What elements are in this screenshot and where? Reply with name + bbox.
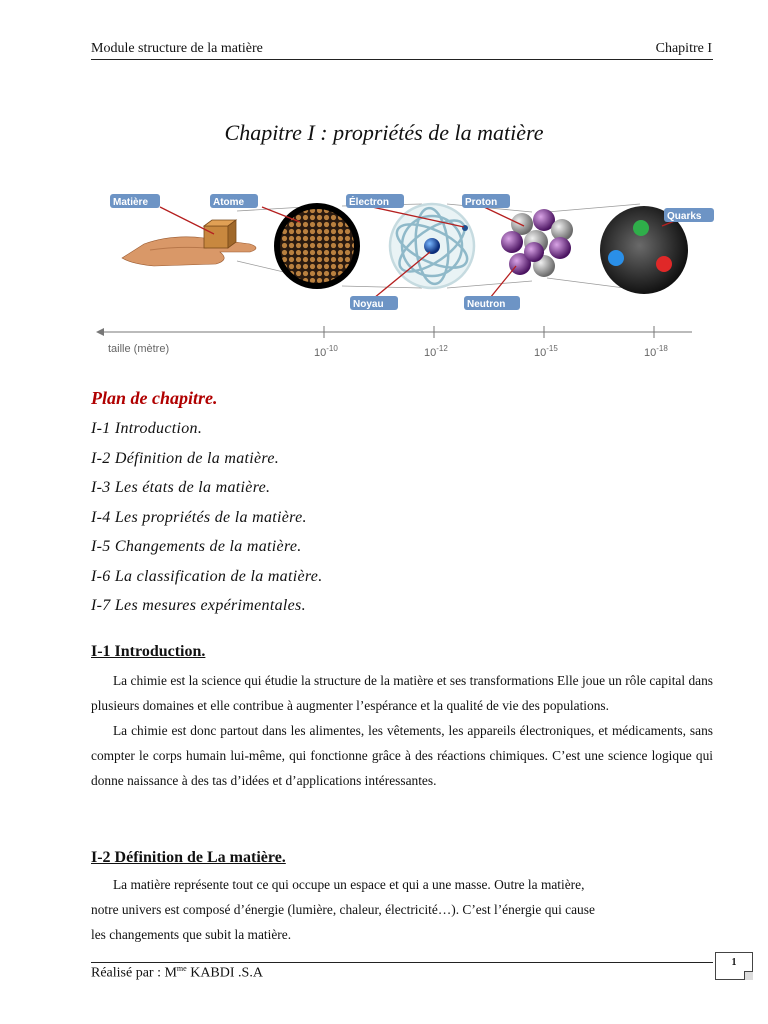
plan-item: I-4 Les propriétés de la matière. — [91, 509, 307, 526]
plan-item: I-3 Les états de la matière. — [91, 479, 271, 496]
intro-paragraph-2: La chimie est donc partout dans les alimentes, les vêtements, les appareils électroniques, et médicaments, sans compter le corps humain lui-même, qui fonctionne grâce à des réactions chimiques. C’est une science logique qui donne naissance à des tas d’idées et d’applications intéressantes. — [91, 723, 713, 788]
electron-dot — [462, 225, 468, 231]
plan-title: Plan de chapitre. — [91, 388, 218, 408]
plan-item: I-2 Définition de la matière. — [91, 450, 280, 467]
page-number: 1 — [715, 952, 753, 980]
header-rule — [91, 59, 713, 60]
definition-line-3: les changements que subit la matière. — [91, 927, 292, 942]
tick-label: $10^{-12}$ — [424, 344, 448, 359]
plan-item: I-7 Les mesures expérimentales. — [91, 597, 306, 614]
section-title-definition: I-2 Définition de La matière. — [91, 849, 286, 866]
chapter-title: Chapitre I : propriétés de la matière — [224, 120, 544, 145]
tick-label: $10^{-10}$ — [314, 344, 338, 359]
section-title-introduction: I-1 Introduction. — [91, 643, 206, 660]
hand-illustration — [122, 220, 256, 266]
axis-label: taille (mètre) — [108, 343, 170, 355]
nucleus-dot — [424, 238, 440, 254]
label-matiere: Matière — [113, 197, 149, 208]
plan-item: I-1 Introduction. — [91, 420, 203, 437]
plan-item: I-5 Changements de la matière. — [91, 538, 302, 555]
label-noyau: Noyau — [353, 299, 384, 310]
label-atome: Atome — [213, 197, 245, 208]
footer-rule — [91, 962, 713, 963]
introduction-body — [91, 668, 713, 793]
header-chapter: Chapitre I — [655, 41, 712, 56]
label-quarks: Quarks — [667, 211, 702, 222]
intro-paragraph-1: La chimie est la science qui étudie la structure de la matière et ses transformations Elle joue un rôle capital dans plusieurs domaines et elle contribue à augmenter l’espérance et la qualité de vie des populations. — [91, 673, 713, 713]
tick-label: $10^{-15}$ — [534, 344, 558, 359]
plan-item: I-6 La classification de la matière. — [91, 568, 323, 585]
label-electron: Électron — [349, 197, 390, 208]
label-neutron: Neutron — [467, 299, 506, 310]
label-proton: Proton — [465, 197, 498, 208]
header-module-title: Module structure de la matière — [91, 41, 263, 56]
nucleus-cluster — [501, 209, 573, 277]
size-axis — [96, 326, 692, 338]
footer-author: Réalisé par : $M^{me}$ KABDI .S.A — [91, 964, 263, 981]
tick-label: $10^{-18}$ — [644, 344, 668, 359]
definition-line-1: La matière représente tout ce qui occupe un espace et qui a une masse. Outre la matière, — [113, 877, 585, 892]
matter-scale-figure — [92, 186, 702, 364]
definition-line-2: notre univers est composé d’énergie (lumière, chaleur, électricité…). C’est l’énergie qui cause — [91, 902, 595, 917]
